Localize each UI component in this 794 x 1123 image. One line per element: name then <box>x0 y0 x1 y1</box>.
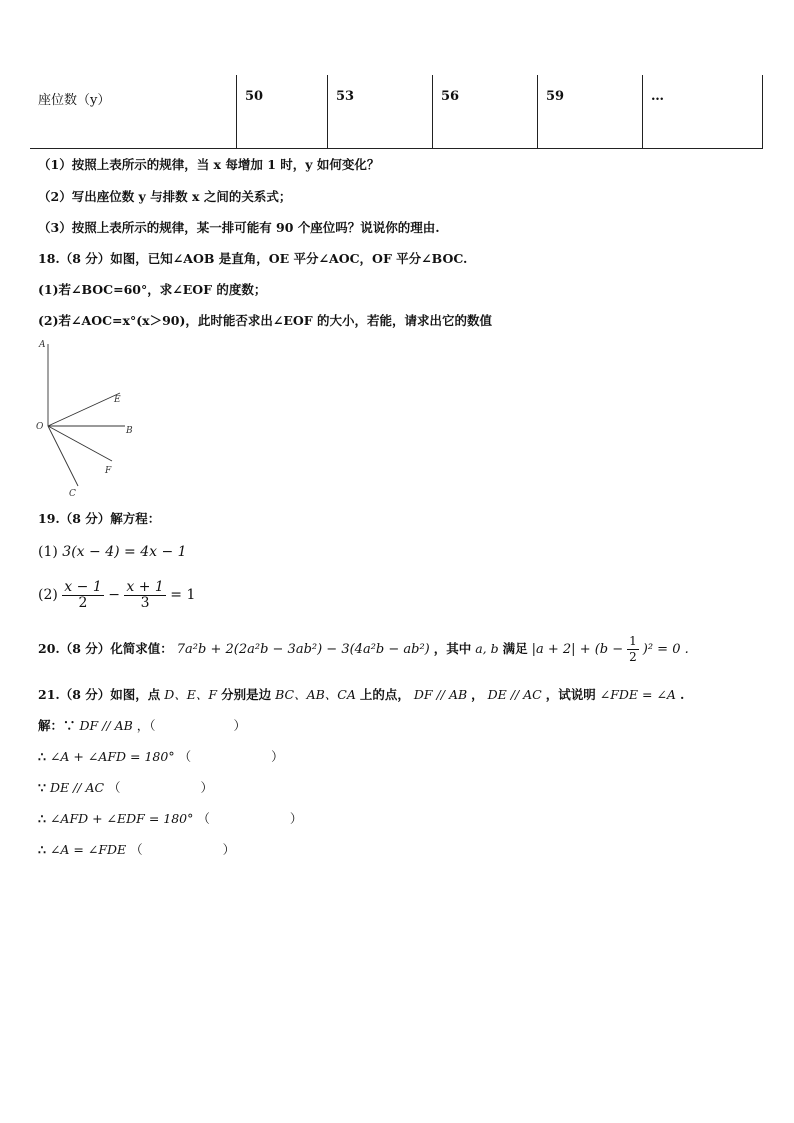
step-expr: ∠AFD + ∠EDF = 180° <box>49 811 194 826</box>
q21-stem-mid1: 分别是边 <box>221 687 272 702</box>
label-b: B <box>126 426 133 436</box>
step-expr: ∠A + ∠AFD = 180° <box>49 749 175 764</box>
step-lead: ∵ <box>38 780 46 795</box>
q20-condition: |a + 2| + (b − <box>531 642 624 657</box>
q21-goal: ∠FDE = ∠A <box>599 687 676 702</box>
proof-step <box>38 842 235 858</box>
table-cell: 50 <box>237 75 328 149</box>
reason-close: ） <box>200 780 214 795</box>
q17-part2: （2）写出座位数 y 与排数 x 之间的关系式； <box>38 189 292 204</box>
q20-vars: a, b <box>475 641 499 656</box>
reason-open: （ <box>197 811 210 826</box>
q19-equation-1 <box>38 544 187 560</box>
q20-cond-lead: ，其中 <box>433 641 472 656</box>
reason-open: （ <box>178 749 192 764</box>
fraction-2 <box>124 580 165 611</box>
table-row <box>30 75 763 149</box>
eq2-minus: − <box>108 587 120 603</box>
fraction-2-numerator: x + 1 <box>126 578 164 595</box>
q21-sides: BC、AB、CA <box>275 687 356 702</box>
table-cell: 56 <box>433 75 538 149</box>
reason-close: ） <box>271 749 284 764</box>
reason-open: ，（ <box>136 718 156 733</box>
q21-stem-mid3: ，试说明 <box>545 687 596 702</box>
eq1-expr: 3(x − 4) = 4x − 1 <box>62 544 187 560</box>
half-fraction <box>627 634 639 665</box>
eq2-rhs: = 1 <box>170 587 196 603</box>
ray-oe <box>48 393 120 426</box>
q17-part1: （1）按照上表所示的规律，当 x 每增加 1 时，y 如何变化？ <box>38 157 380 172</box>
step-lead: 解：∵ <box>38 718 76 733</box>
step-expr: DE // AC <box>49 780 105 795</box>
fraction-1 <box>62 580 103 611</box>
proof-step <box>38 749 284 765</box>
step-expr: ∠A = ∠FDE <box>49 842 127 857</box>
q21-stem-pre: 21.（8 分）如图，点 <box>38 687 161 702</box>
proof-step <box>38 780 213 796</box>
ray-of <box>48 426 112 461</box>
seat-table <box>30 75 763 149</box>
label-a: A <box>39 340 46 350</box>
half-numerator: 1 <box>629 634 637 648</box>
q17-part3: （3）按照上表所示的规律，某一排可能有 90 个座位吗？说说你的理由. <box>38 220 440 235</box>
step-lead: ∴ <box>38 842 46 857</box>
q21-stem <box>38 687 684 703</box>
label-o: O <box>36 422 44 432</box>
reason-close: ） <box>222 842 236 857</box>
q20-cond-mid: 满足 <box>502 641 528 656</box>
q19-stem: 19.（8 分）解方程： <box>38 511 161 526</box>
q21-points: D、E、F <box>164 687 218 702</box>
q20-expression: 7a²b + 2(2a²b − 3ab²) − 3(4a²b − ab²) <box>176 642 430 657</box>
fraction-1-denominator: 2 <box>78 594 88 611</box>
table-row-label: 座位数（y） <box>30 75 237 149</box>
table-cell: 53 <box>328 75 433 149</box>
half-denominator: 2 <box>629 650 637 664</box>
q18-part2: (2)若∠AOC=x°(x＞90)，此时能否求出∠EOF 的大小，若能，请求出它的数值 <box>38 313 493 328</box>
q20-stem: 20.（8 分）化简求值： <box>38 641 173 656</box>
proof-step <box>38 811 302 827</box>
q21-stem-end: . <box>679 687 685 702</box>
q19-equation-2 <box>38 578 195 612</box>
proof-step <box>38 718 246 734</box>
table-cell: 59 <box>538 75 643 149</box>
label-c: C <box>69 489 76 499</box>
q20-line <box>38 632 689 667</box>
table-cell: … <box>643 75 763 149</box>
reason-close: ） <box>233 718 247 733</box>
reason-open: （ <box>108 780 121 795</box>
ray-oc <box>48 426 78 486</box>
eq1-prefix: (1) <box>38 544 58 560</box>
q20-condition-tail: )² = 0 . <box>642 642 689 657</box>
q21-given1: DF // AB <box>413 687 468 702</box>
step-lead: ∴ <box>38 811 46 826</box>
label-f: F <box>105 466 112 476</box>
step-lead: ∴ <box>38 749 46 764</box>
step-expr: DF // AB <box>79 718 133 733</box>
label-e: E <box>114 395 121 405</box>
q18-stem: 18.（8 分）如图，已知∠AOB 是直角，OE 平分∠AOC，OF 平分∠BOC. <box>38 251 468 266</box>
q18-part1: (1)若∠BOC=60°，求∠EOF 的度数； <box>38 282 267 297</box>
q21-sep: ， <box>471 687 484 702</box>
fraction-1-numerator: x − 1 <box>64 578 102 595</box>
angle-figure <box>30 338 140 500</box>
reason-open: （ <box>130 842 143 857</box>
q21-stem-mid2: 上的点， <box>359 687 410 702</box>
eq2-prefix: (2) <box>38 587 58 603</box>
fraction-2-denominator: 3 <box>140 594 150 611</box>
q21-given2: DE // AC <box>487 687 542 702</box>
reason-close: ） <box>289 811 303 826</box>
